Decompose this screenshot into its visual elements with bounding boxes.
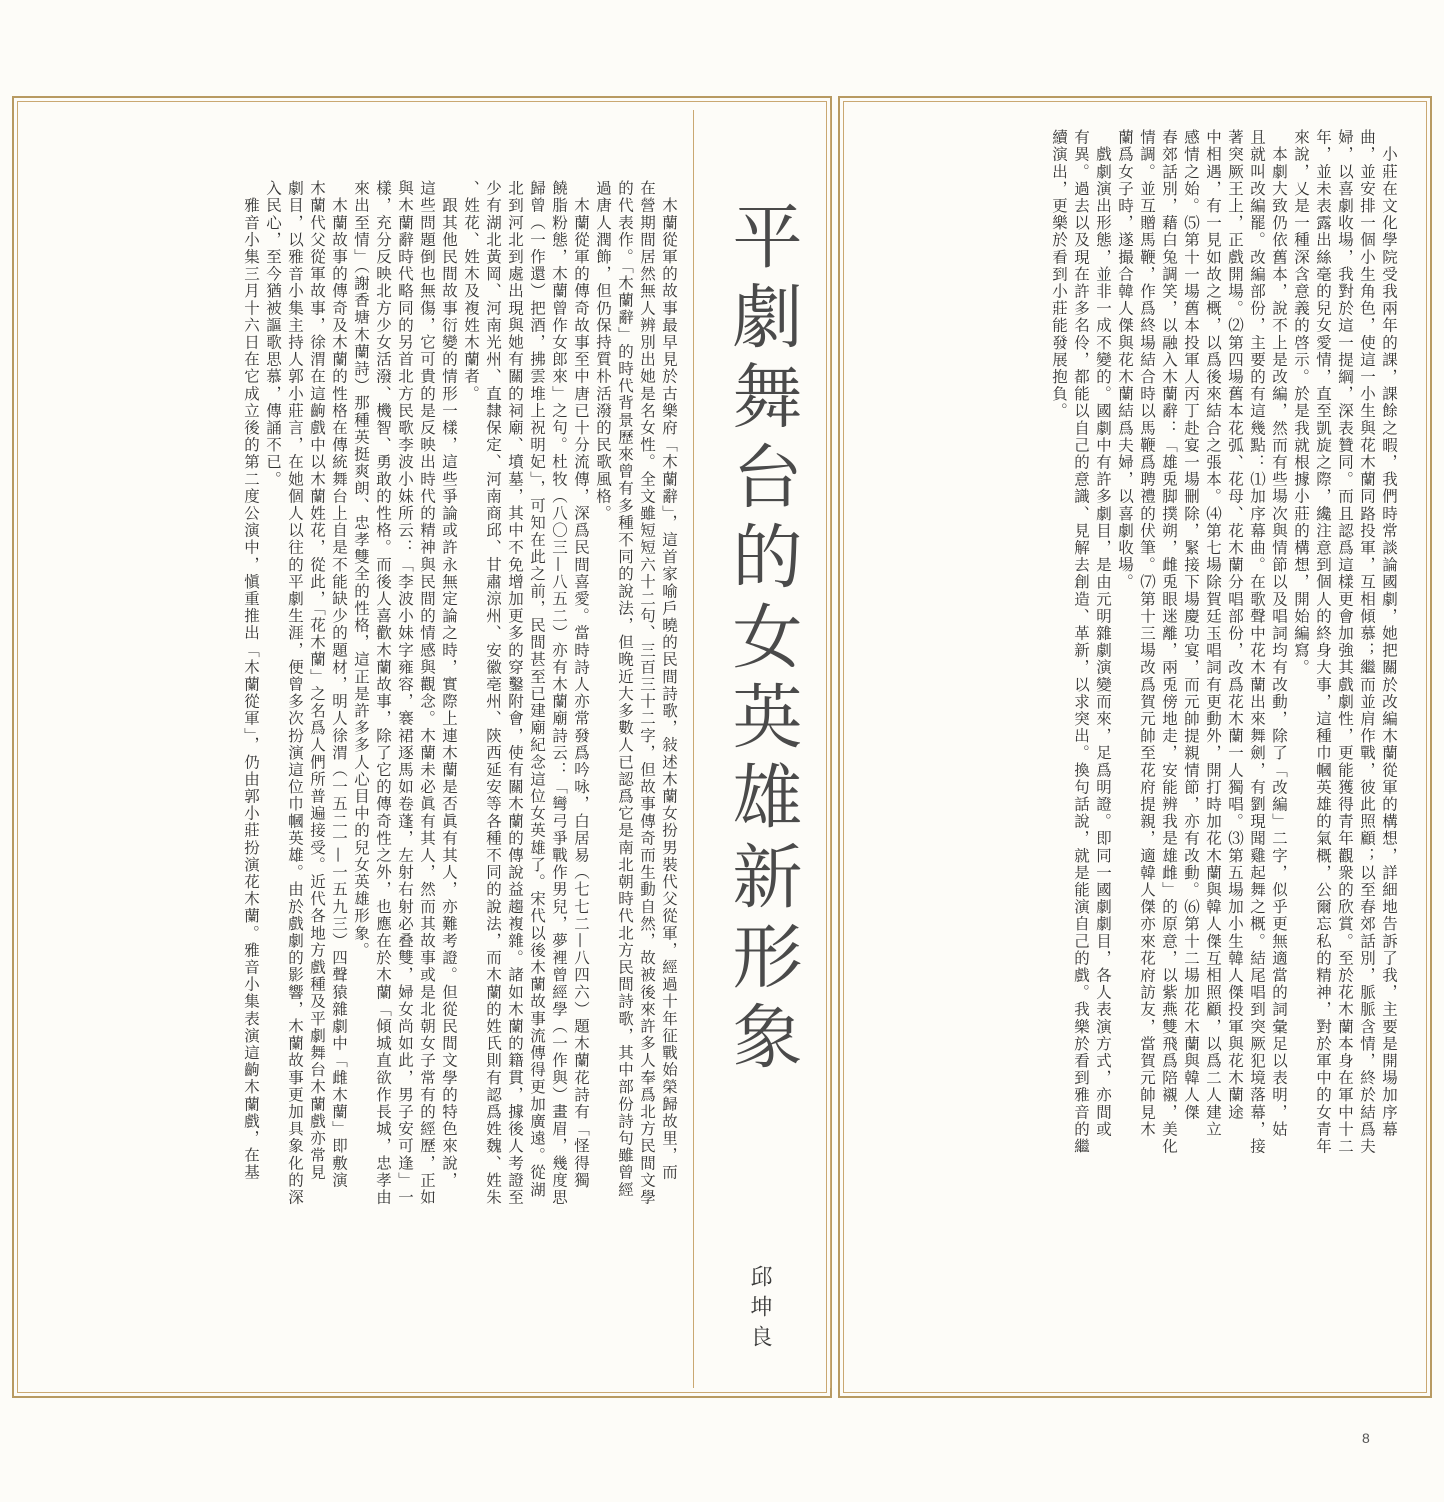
text-line: 本劇大致仍依舊本，說不上是改編，然而有些場次與情節以及唱詞均有改動，除了「改編」二字，似乎更無適當的詞彙足以表明，姑 <box>1270 129 1288 1138</box>
text-line: 春郊話別，藉白兔調笑，以融入木蘭辭：「雄兎脚撲朔，雌兎眼迷離，兩兎傍地走，安能辨我是雄雌」的原意，以紫燕雙飛爲陪襯，美化 <box>1160 129 1178 1155</box>
text-line: 中相遇，有一見如故之概，以爲後來結合之張本。⑷第七場除賀廷玉唱詞有更動外，開打時加花木蘭與韓人傑互相照顧，以爲二人建立 <box>1204 129 1222 1138</box>
title-panel <box>693 110 831 1388</box>
text-line: 在營期間居然無人辨別出她是名女性。全文雖短短六十二句、三百三十二字，但故事傳奇而生動自然，故被後來許多人奉爲北方民間文學 <box>638 180 656 1206</box>
text-line: 樣，充分反映北方少女活潑、機智、勇敢的性格。而後人喜歡木蘭故事，除了它的傳奇性之外，也應在於木蘭「傾城直欲作長城，忠孝由 <box>374 180 392 1206</box>
text-line: 木蘭故事的傳奇及木蘭的性格在傳統舞台上自是不能缺少的題材，明人徐渭（一五二一—一五九三）四聲猿雜劇中「雌木蘭」即敷演 <box>330 180 348 1189</box>
text-line: 少有湖北黃岡、河南光州、直隸保定、河南商邱、甘肅涼州、安徽亳州、陝西延安等各種不同的說法，而木蘭的姓氏則有認爲姓魏、姓朱 <box>484 180 502 1206</box>
text-line: 小莊在文化學院受我兩年的課，課餘之暇，我們時常談論國劇，她把關於改編木蘭從軍的構想，詳細地告訴了我，主要是開場加序幕 <box>1380 129 1398 1138</box>
text-line: 過唐人潤飾，但仍保持質朴活潑的民歌風格。 <box>594 180 612 522</box>
text-line: 木蘭代父從軍故事，徐渭在這齣戲中以木蘭姓花，從此，「花木蘭」之名爲人們所普遍接受。近代各地方戲種及平劇舞台木蘭戲亦常見 <box>308 180 326 1182</box>
text-line: 、姓花、姓木及複姓木蘭者。 <box>462 180 480 403</box>
left-text-column <box>80 180 680 1340</box>
author-name: 邱坤良 <box>747 1265 772 1355</box>
text-line: 戲劇演出形態，並非一成不變的。國劇中有許多劇目，是由元明雜劇演變而來，足爲明證。即同一國劇劇目，各人表演方式，亦間或 <box>1094 129 1112 1138</box>
text-line: 北到河北到處出現與她有關的祠廟、墳墓，其中不免增加更多的穿鑿附會，使有關木蘭的傳說益趨複雜。諸如木蘭的籍貫，據後人考證至 <box>506 180 524 1206</box>
text-line: 婦，以喜劇收場，我對於這一提綱，深表贊同。而且認爲這樣更會加強其戲劇性，更能獲得青年觀衆的欣賞。至於花木蘭本身在軍中十二 <box>1336 129 1354 1155</box>
text-line: 木蘭從軍的故事最早見於古樂府「木蘭辭」，這首家喻戶曉的民間詩歌，敍述木蘭女扮男裝代父從軍，經過十年征戰始榮歸故里，而 <box>660 180 678 1182</box>
text-line: 與木蘭辭時代略同的另首北方民歌李波小妹所云：「李波小妹字雍容，褰裙逐馬如卷蓬，左射右射必叠雙，婦女尚如此，男子安可逢」一 <box>396 180 414 1206</box>
text-line: 木蘭從軍的傳奇故事至中唐已十分流傳，深爲民間喜愛。當時詩人亦常發爲吟咏，白居易（七七二—八四六）題木蘭花詩有「怪得獨 <box>572 180 590 1189</box>
text-line: 續演出，更樂於看到小莊能發展抱負。 <box>1050 129 1068 420</box>
text-line: 這些問題倒也無傷，它可貴的是反映出時代的精神與民間的情感與觀念。木蘭未必眞有其人，然而其故事或是北朝女子常有的經歷，正如 <box>418 180 436 1206</box>
text-line: 曲，並安排一個小生角色，使這一小生與花木蘭同路投軍，互相傾慕；繼而並肩作戰，彼此照顧；以至春郊話別，脈脈含情，終於結爲夫 <box>1358 129 1376 1155</box>
text-line: 且就叫改編罷。改編部份，主要的有這幾點：⑴加序幕曲。在歌聲中花木蘭出來舞劍，有劉現聞雞起舞之概。結尾唱到突厥犯境落幕，接 <box>1248 129 1266 1155</box>
text-line: 饒脂粉態，木蘭曾作女郎來」之句。杜牧（八〇三—八五二）亦有木蘭廟詩云：「彎弓爭戰作男兒，夢裡曾經學（一作與）畫眉，幾度思 <box>550 180 568 1206</box>
text-line: 劇目，以雅音小集主持人郭小莊言，在她個人以往的平劇生涯，便曾多次扮演這位巾幗英雄。由於戲劇的影響，木蘭故事更加具象化的深 <box>286 180 304 1206</box>
text-line: 跟其他民間故事衍變的情形一樣，這些爭論或許永無定論之時，實際上連木蘭是否眞有其人，亦難考證。但從民間文學的特色來說， <box>440 180 458 1189</box>
text-line: 的代表作。「木蘭辭」的時代背景歷來曾有多種不同的說法，但晚近大多數人已認爲它是南北朝時代北方民間詩歌，其中部份詩句雖曾經 <box>616 180 634 1199</box>
text-line: 情調。並互贈馬鞭，作爲終場結合時以馬鞭爲聘禮的伏筆。⑺第十三場改爲賀元帥至花府提親，適韓人傑亦來花府訪友，當賀元帥見木 <box>1138 129 1156 1138</box>
text-line: 來出至情」（謝香塘木蘭詩）那種英挺爽朗、忠孝雙全的性格，這正是許多多人心目中的兒女英雄形象。 <box>352 180 370 959</box>
text-line: 著突厥王上，正戲開場。⑵第四場舊本花弧、花母、花木蘭分唱部份，改爲花木蘭一人獨唱。⑶第五場加小生韓人傑投軍與花木蘭途 <box>1226 129 1244 1121</box>
text-line: 入民心，至今猶被謳歌思慕，傳誦不已。 <box>264 180 282 488</box>
text-line: 感情之始。⑸第十一場舊本投軍人丙丁赴宴一場刪除，緊接下場慶功宴，而元帥提親情節，亦有改動。⑹第十二場加花木蘭與韓人傑 <box>1182 129 1200 1121</box>
article-title: 平劇舞台的女英雄新形象 <box>721 200 803 1080</box>
text-line: 雅音小集三月十六日在它成立後的第二度公演中，愼重推出「木蘭從軍」，仍由郭小莊扮演花木蘭。雅音小集表演這齣木蘭戲，在基 <box>242 180 260 1182</box>
text-line: 來說，乂是一種深含意義的啓示。於是我就根據小莊的構想，開始編寫。 <box>1292 129 1310 677</box>
text-line: 蘭爲女子時，遂撮合韓人傑與花木蘭結爲夫婦，以喜劇收場。 <box>1116 129 1134 591</box>
right-text-column <box>880 115 1400 1370</box>
page-number: 8 <box>1362 1430 1370 1446</box>
text-line: 歸曾（一作還）把酒，拂雲堆上祝明妃」，可知在此之前，民間甚至已建廟紀念這位女英雄了。宋代以後木蘭故事流傳得更加廣遠。從湖 <box>528 180 546 1199</box>
text-line: 有異。過去以及現在許多名伶，都能以自己的意識、見解去創造、革新，以求突出。換句話說，就是能演自己的戲。我樂於看到雅音的繼 <box>1072 129 1090 1155</box>
text-line: 年，並未表露出絲毫的兒女愛情，直至凱旋之際，纔注意到個人的終身大事，這種巾幗英雄的氣概，公爾忘私的精神，對於軍中的女青年 <box>1314 129 1332 1155</box>
